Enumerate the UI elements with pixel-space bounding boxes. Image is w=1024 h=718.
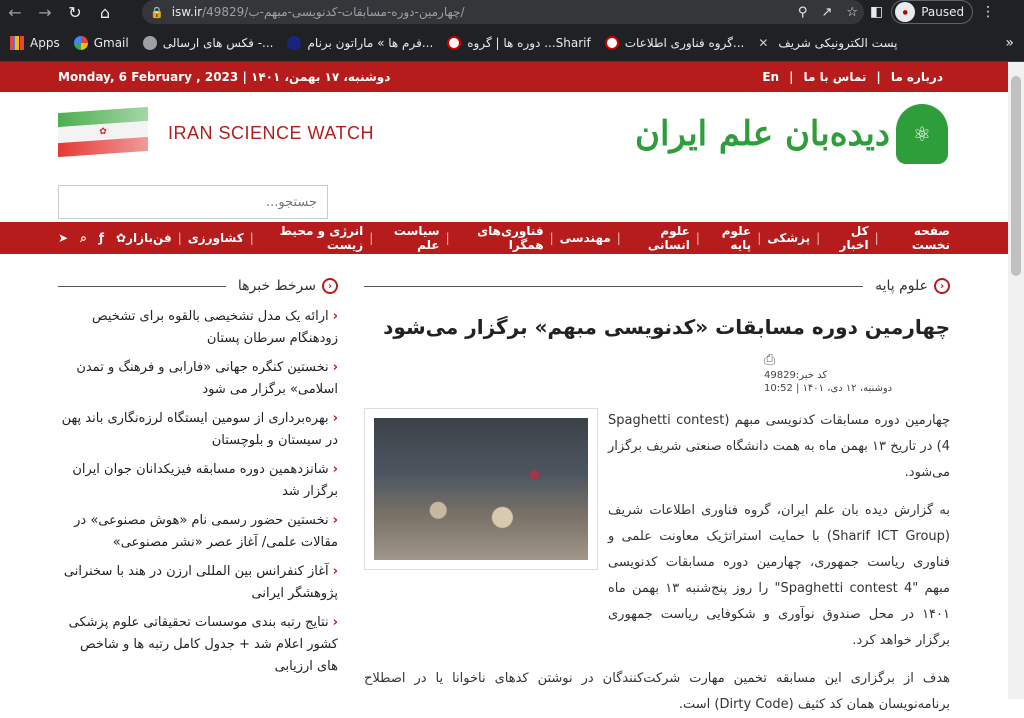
reload-icon[interactable]: ↻ <box>68 2 82 22</box>
home-icon[interactable]: ⌂ <box>99 2 111 22</box>
chevron-icon: ‹ <box>332 513 338 528</box>
article-body <box>364 408 950 718</box>
share-icon[interactable]: ↗ <box>821 4 833 20</box>
nav-item-convergent-tech[interactable]: فناوری‌های همگرا <box>477 224 544 252</box>
site-logo[interactable] <box>635 104 948 164</box>
sidebar-title: سرخط خبرها <box>237 278 316 294</box>
date-text: دوشنبه، ۱۷ بهمن، ۱۴۰۱ | Monday, 6 February , 2023 <box>58 70 391 84</box>
nav-item-agriculture[interactable]: کشاورزی <box>187 231 244 245</box>
news-code: کد خبر:49829 <box>764 370 828 381</box>
scrollbar[interactable] <box>1008 62 1024 699</box>
article-meta <box>364 352 950 394</box>
list-item[interactable]: ‹شانزدهمین دوره مسابقه فیزیکدانان جوان ایران برگزار شد <box>72 462 338 499</box>
section-title[interactable]: علوم پایه <box>875 278 928 294</box>
avatar: ● <box>895 2 915 22</box>
globe-icon <box>143 36 157 50</box>
back-icon[interactable]: ← <box>8 2 22 22</box>
sidebar-header <box>58 278 338 294</box>
content-area <box>0 254 1008 712</box>
contact-link[interactable]: تماس با ما <box>803 70 867 84</box>
scroll-thumb[interactable] <box>1011 76 1021 276</box>
bookmark-forms[interactable]: فرم ها » ماراتون برنام... <box>287 36 433 50</box>
star-icon[interactable]: ☆ <box>846 4 858 20</box>
menu-icon[interactable]: ⋮ <box>981 4 996 20</box>
nav-item-basic-sciences[interactable]: علوم پایه <box>721 224 752 252</box>
iran-flag-icon: ✿ <box>58 107 148 159</box>
nav-item-all-news[interactable]: کل اخبار <box>839 224 869 252</box>
chevron-icon: ‹ <box>332 411 338 426</box>
profile-button[interactable] <box>891 0 973 24</box>
rss-icon[interactable]: ⌕ <box>80 230 87 245</box>
site-header <box>0 92 1008 222</box>
main-nav: صفحه نخست | کل اخبار | پزشکی | علوم پایه | علوم انسانی | مهندسی | فناوری‌های همگرا | سیاست علم | انرژی و محیط زیست | کشاورزی | فن‌بازار ➤ ⌕ ƒ ✿ <box>0 222 1008 254</box>
article-paragraph: به گزارش دیده بان علم ایران، گروه فناوری اطلاعات شریف (Sharif ICT Group) با حمایت استراتژیک معاونت علمی و فناوری ریاست جمهوری، چهارمین دوره مسابقات کدنویسی مبهم "Spaghetti contest 4" را روز پنج‌شنبه ۱۳ بهمن ماه ۱۴۰۱ در محل صندوق نوآوری و شکوفایی ریاست جمهوری برگزار خواهد کرد. <box>608 503 951 648</box>
google-icon <box>74 36 88 50</box>
top-bar: درباره ما | تماس با ما | En دوشنبه، ۱۷ بهمن، ۱۴۰۱ | Monday, 6 February , 2023 <box>0 62 1008 92</box>
sharif-icon <box>447 36 461 50</box>
sidebar-toggle-icon[interactable]: ◧ <box>870 4 884 20</box>
list-item[interactable]: ‹نخستین حضور رسمی نام «هوش مصنوعی» در مقالات علمی/ آغاز عصر «نشر مصنوعی» <box>74 513 338 550</box>
nav-item-home[interactable]: صفحه نخست <box>911 224 950 252</box>
article-photo[interactable] <box>364 408 598 570</box>
site-icon <box>287 36 301 50</box>
bookmark-courses[interactable]: دوره ها | گروه ...Sharif <box>447 36 590 50</box>
nav-item-energy[interactable]: انرژی و محیط زیست <box>279 224 364 252</box>
chevron-icon: ‹ <box>332 615 338 630</box>
nav-item-fanbazar[interactable]: فن‌بازار <box>126 231 172 245</box>
url-host: isw.ir <box>171 5 203 19</box>
chevron-left-icon: ‹ <box>322 278 338 294</box>
headlines-sidebar <box>58 278 338 685</box>
browser-toolbar <box>0 0 1024 24</box>
bookmark-fax[interactable]: فکس های ارسالی -... <box>143 36 274 50</box>
logo-text: دیده‌بان علم ایران <box>635 114 890 154</box>
chevron-icon: ‹ <box>332 462 338 477</box>
facebook-icon[interactable]: ƒ <box>98 230 105 245</box>
about-link[interactable]: درباره ما <box>890 70 943 84</box>
mail-icon: ✕ <box>758 35 769 50</box>
bookmark-mail[interactable]: ✕ پست الکترونیکی شریف <box>758 35 898 50</box>
address-bar[interactable] <box>142 0 864 24</box>
nav-item-science-policy[interactable]: سیاست علم <box>393 224 440 252</box>
telegram-icon[interactable]: ➤ <box>58 230 69 245</box>
printer-icon[interactable]: ⎙ <box>764 352 776 368</box>
bookmark-it-group[interactable]: گروه فناوری اطلاعات... <box>605 36 745 50</box>
article-paragraph: چهارمین دوره مسابقات کدنویسی مبهم (Spaghetti contest 4) در تاریخ ۱۳ بهمن ماه به همت دانشگاه صنعتی شریف برگزار می‌شود. <box>608 413 950 480</box>
chevron-left-icon: ‹ <box>934 278 950 294</box>
twitter-icon[interactable]: ✿ <box>116 230 127 245</box>
section-header <box>364 278 950 294</box>
apps-icon <box>10 36 24 50</box>
article-paragraph: هدف از برگزاری این مسابقه تخمین مهارت شرکت‌کنندگان در نوشتن کدهای ناخوانا یا در اصطلاح برنامه‌نویسان همان کد کثیف (Dirty Code) است. <box>364 671 950 712</box>
article-date: دوشنبه، ۱۲ دی، ۱۴۰۱ | 10:52 <box>764 383 893 394</box>
nav-item-humanities[interactable]: علوم انسانی <box>647 224 690 252</box>
nav-item-engineering[interactable]: مهندسی <box>559 231 611 245</box>
search-input[interactable]: جستجو... <box>58 185 328 219</box>
atom-head-icon: ⚛ <box>896 104 948 164</box>
list-item[interactable]: ‹نتایج رتبه بندی موسسات تحقیقاتی علوم پزشکی کشور اعلام شد + جدول کامل رتبه ها و شاخص های ارزیابی <box>68 615 338 674</box>
lock-icon: 🔒 <box>150 5 164 19</box>
chevron-icon: ‹ <box>332 360 338 375</box>
list-item[interactable]: ‹آغاز کنفرانس بین المللی ارزن در هند با سخنرانی پژوهشگر ایرانی <box>63 564 338 601</box>
english-logo[interactable] <box>58 110 374 156</box>
search-icon[interactable]: ⚲ <box>797 4 808 20</box>
list-item[interactable]: ‹بهره‌برداری از سومین ایستگاه لرزه‌نگاری باند پهن در سیستان و بلوچستان <box>61 411 338 448</box>
article <box>364 278 950 718</box>
english-logo-text: IRAN SCIENCE WATCH <box>168 122 375 143</box>
web-page <box>0 62 1008 712</box>
profile-status: Paused <box>921 5 965 19</box>
article-title: چهارمین دوره مسابقات «کدنویسی مبهم» برگزار می‌شود <box>383 315 950 339</box>
chevron-double-right-icon[interactable]: » <box>1005 34 1014 51</box>
chevron-icon: ‹ <box>332 564 338 579</box>
news-list <box>58 306 338 678</box>
chevron-icon: ‹ <box>332 309 338 324</box>
forward-icon[interactable]: → <box>38 2 52 22</box>
list-item[interactable]: ‹نخستین کنگره جهانی «فارابی و فرهنگ و تمدن اسلامی» برگزار می شود <box>76 360 338 397</box>
bookmark-gmail[interactable]: Gmail <box>74 36 129 50</box>
url-path: /49829/چهارمین-دوره-مسابقات-کدنویسی-مبهم-ب/ <box>202 5 465 19</box>
bookmark-apps[interactable]: Apps <box>10 36 60 50</box>
english-link[interactable]: En <box>762 70 780 84</box>
sharif-icon <box>605 36 619 50</box>
nav-item-medicine[interactable]: پزشکی <box>767 231 811 245</box>
bookmarks-bar <box>0 24 1024 62</box>
list-item[interactable]: ‹ارائه یک مدل تشخیصی بالقوه برای تشخیص زودهنگام سرطان پستان <box>91 309 338 346</box>
